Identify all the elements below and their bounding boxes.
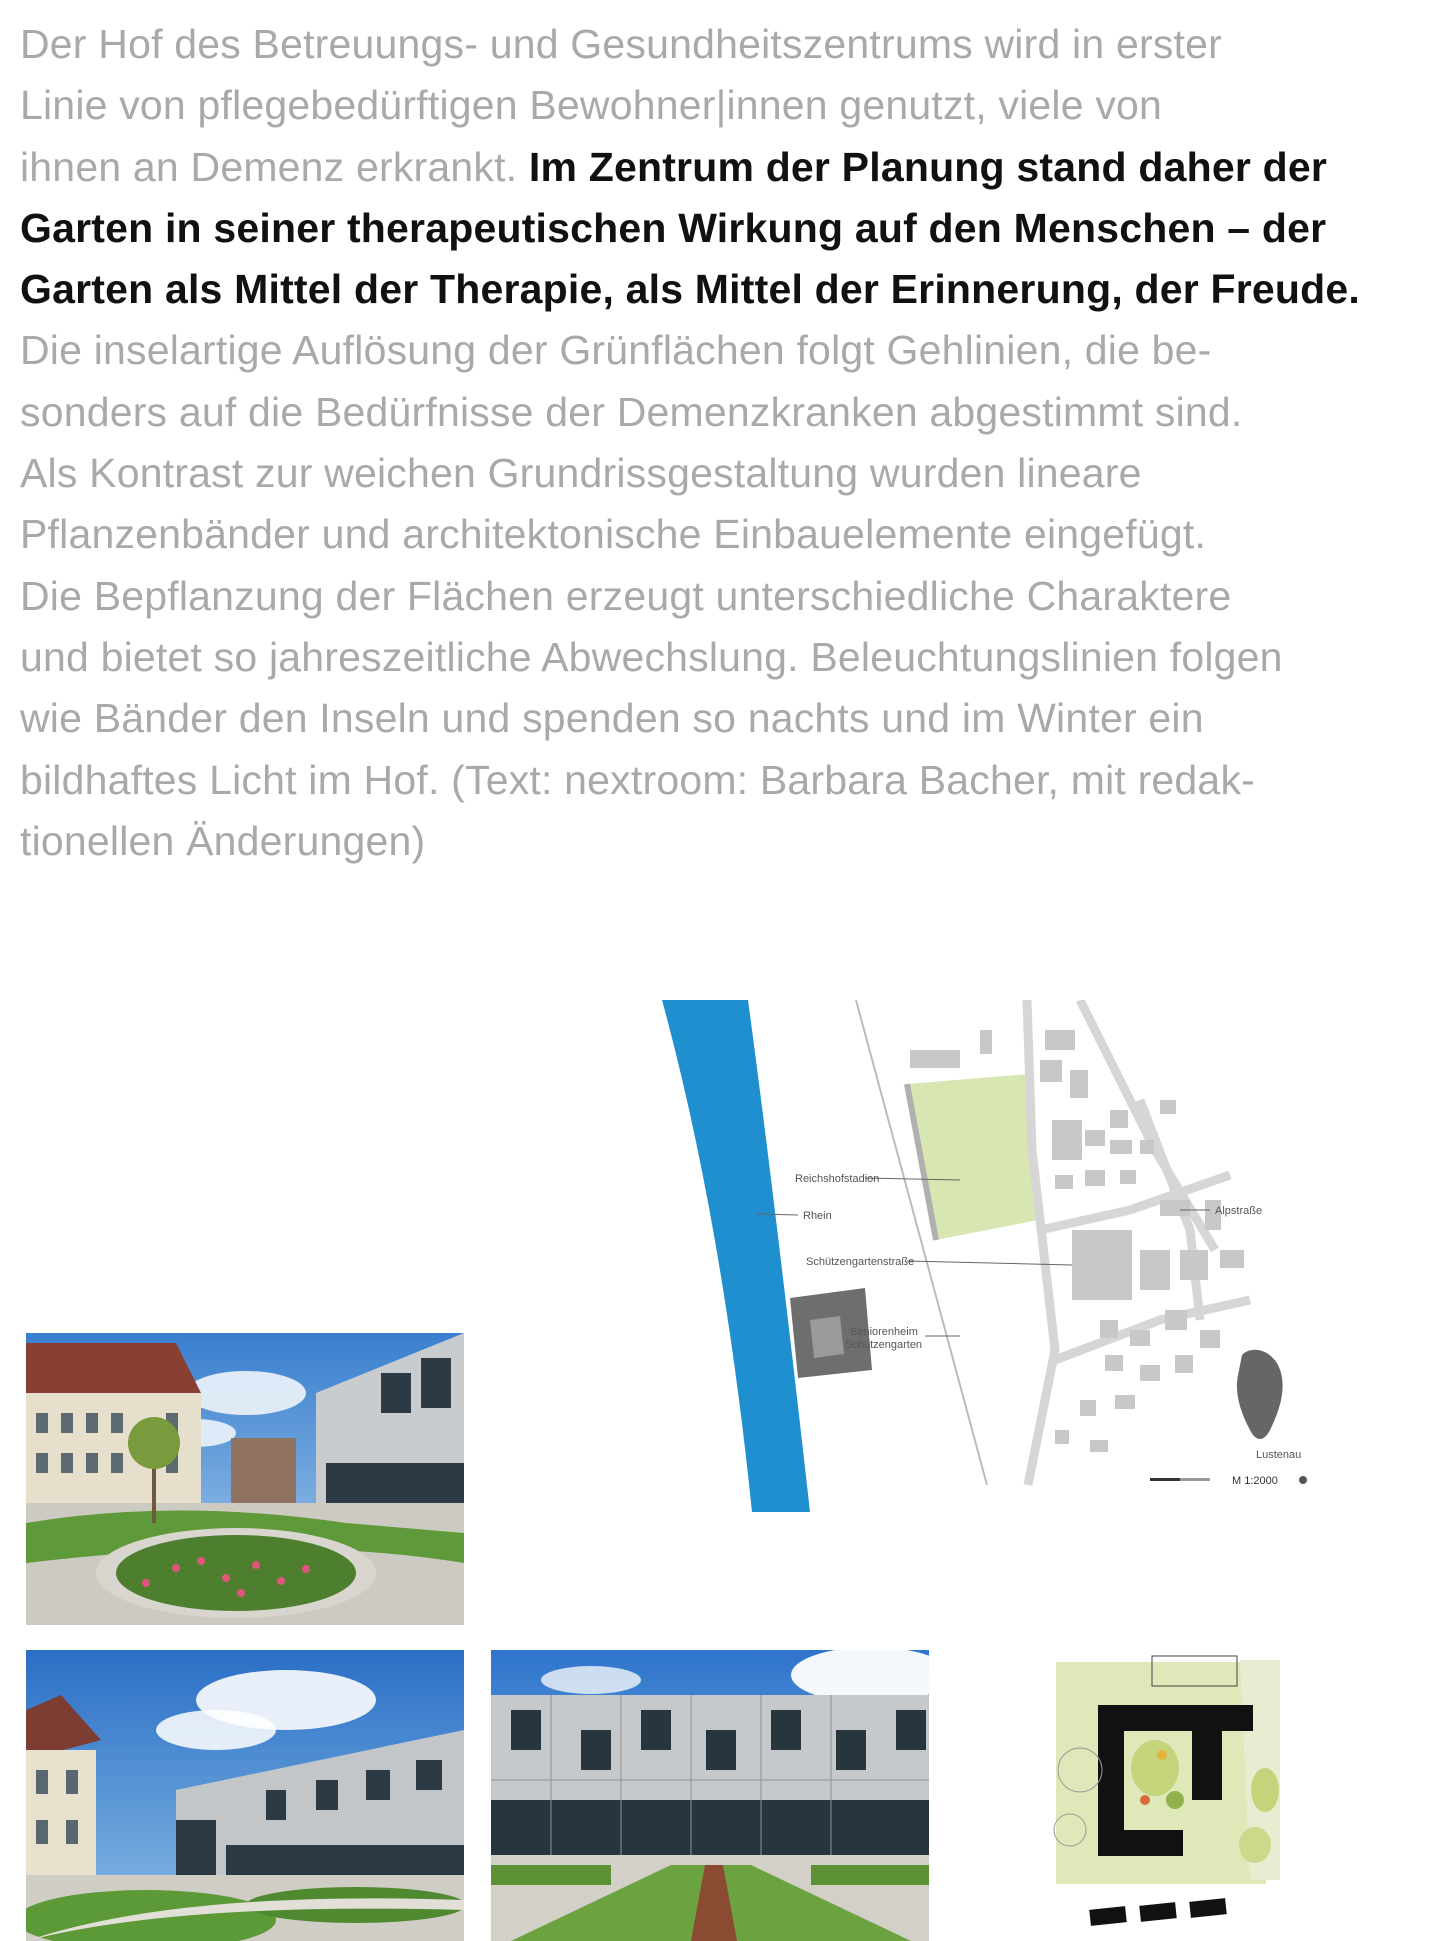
text-line: bildhaftes Licht im Hof. (Text: nextroom: Barbara Bacher, mit redak-: [20, 756, 1255, 803]
text-line: Die Bepflanzung der Flächen erzeugt unterschiedliche Charaktere: [20, 572, 1232, 619]
street-label: Schützengartenstraße: [806, 1256, 915, 1268]
text-line: wie Bänder den Inseln und spenden so nachts und im Winter ein: [20, 695, 1204, 742]
scale-label: M 1:2000: [1232, 1475, 1278, 1487]
courtyard-photo: [26, 1333, 464, 1625]
site-plan-map: [660, 1000, 1320, 1520]
text-line: Als Kontrast zur weichen Grundrissgestaltung wurden lineare: [20, 450, 1142, 497]
river-shape: [662, 1000, 810, 1512]
text-line: tionellen Änderungen): [20, 817, 426, 864]
senior-home-label-1: Seniorenheim: [850, 1326, 918, 1338]
article-text: [20, 14, 1420, 872]
text-line: Die inselartige Auflösung der Grünflächen folgt Gehlinien, die be-: [20, 327, 1212, 374]
text-line-emphasis: Garten als Mittel der Therapie, als Mittel der Erinnerung, der Freude.: [20, 266, 1360, 313]
text-line-emphasis: Garten in seiner therapeutischen Wirkung auf den Menschen – der: [20, 204, 1327, 251]
facade-photo: [491, 1650, 929, 1941]
stadium-label: Reichshofstadion: [795, 1173, 880, 1185]
senior-home-label-2: Schützengarten: [845, 1339, 923, 1351]
text-line: und bietet so jahreszeitliche Abwechslung. Beleuchtungslinien folgen: [20, 633, 1283, 680]
locator-map: [1237, 1350, 1283, 1439]
stadium-shape: [907, 1074, 1038, 1240]
text-line: Pflanzenbänder und architektonische Einbauelemente eingefügt.: [20, 511, 1207, 558]
text-line: ihnen an Demenz erkrankt. Im Zentrum der Planung stand daher der: [20, 143, 1327, 190]
text-line: Der Hof des Betreuungs- und Gesundheitszentrums wird in erster: [20, 21, 1222, 67]
street-label: Alpstraße: [1215, 1205, 1263, 1217]
text-line: sonders auf die Bedürfnisse der Demenzkranken abgestimmt sind.: [20, 388, 1243, 435]
river-label: Rhein: [803, 1210, 832, 1222]
courtyard-photo: [26, 1650, 464, 1941]
svg-text:Lustenau: Lustenau: [1256, 1449, 1302, 1461]
garden-plan: [1040, 1650, 1320, 1941]
text-line: Linie von pflegebedürftigen Bewohner|innen genutzt, viele von: [20, 82, 1163, 129]
